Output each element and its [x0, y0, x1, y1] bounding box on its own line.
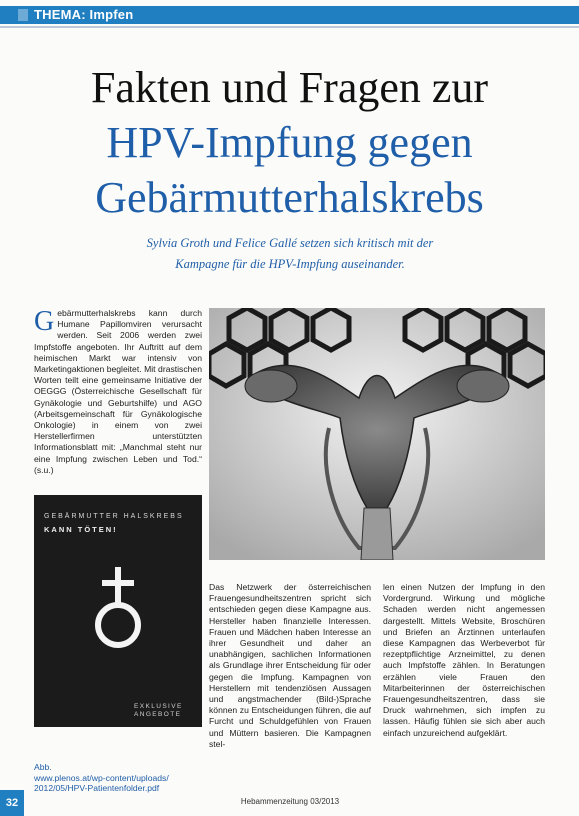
header-rule — [0, 26, 579, 28]
caption-link-line-1[interactable]: www.plenos.at/wp-content/uploads/ — [34, 772, 169, 783]
publication-footer: Hebammenzeitung 03/2013 — [240, 797, 340, 806]
body-column-2 — [209, 582, 371, 756]
caption-link-line-2[interactable]: 2012/05/HPV-Patientenfolder.pdf — [34, 783, 160, 793]
column-3-text: len einen Nutzen der Impfung in den Vordergrund. Wirkung und mögliche Schaden werden nicht angemessen dargestellt. Mittels Website, Broschüren und Briefen an Ärztinnen unterlaufen diese Kampagnen das Werbeverbot für rezeptpflichtige Arzneimittel, zu denen auch Impfstoffe zählen. In Beratungen erzählen viele Frauen den Mitarbeiterinnen der österreichischen Frauengesundheitszentren, dass sie Druck wahrnehmen, sich impfen zu lassen. Häufig fühlen sie sich aber auch einfach unzureichend aufgeklärt. — [383, 582, 545, 738]
headline-line-3: Gebärmutterhalskrebs — [95, 173, 484, 222]
caption-label: Abb. — [34, 762, 52, 772]
column-1-text: ebärmutterhalskrebs kann durch Humane Papillomviren verursacht werden. Seit 2006 werden zwei Impfstoffe angeboten. Ihr Auftritt auf dem heimischen Markt war intensiv von Marketingaktionen begleitet. Mit drastischen Worten teilt eine gemeinsame Initiative der OEGGG (Österreichische Gesellschaft für Gynäkologie und Geburtshilfe) und AGO (Arbeitsgemeinschaft für Gynäkologische Onkologie) in einem von zwei Herstellerfirmen unterstützten Informationsblatt mit: „Manchmal steht nur eine Impfung zwischen Leben und Tod.“ (s.u.) — [34, 308, 202, 475]
brochure-cover — [34, 495, 202, 727]
article-headline — [20, 60, 559, 225]
subtitle-line-1: Sylvia Groth und Felice Gallé setzen sich kritisch mit der — [146, 236, 434, 250]
uterus-illustration — [209, 308, 545, 560]
illustration-graphic — [209, 308, 545, 560]
brochure-bottom-text: EXKLUSIVE ANGEBOTE — [134, 703, 183, 718]
brochure-title-line-2: KANN TÖTEN! — [44, 525, 118, 534]
body-column-1 — [34, 308, 202, 490]
article-subtitle — [60, 233, 520, 275]
headline-line-2: HPV-Impfung gegen — [106, 118, 473, 167]
venus-symbol-icon — [34, 495, 202, 727]
subtitle-line-2: Kampagne für die HPV-Impfung auseinander. — [175, 257, 405, 271]
header-marker — [18, 9, 28, 21]
page-number: 32 — [0, 790, 24, 816]
column-2-text: Das Netzwerk der österreichischen Frauengesundheitszentren spricht sich entschieden gegen diese Kampagne aus. Hersteller haben finanzielle Interessen. Frauen und Mädchen haben Interesse an ihrer Gesundheit und daher an unabhängigen, sachlichen Informationen als Grundlage ihrer Entscheidung für oder gegen die Impfung. Kampagnen von Herstellern mit tendenziösen Aussagen und angstmachender (Bild-)Sprache können zu Entscheidungen führen, die auf Furcht und Schuldgefühlen von Frauen und Müttern basieren. Die Kampagnen stel- — [209, 582, 371, 749]
section-header-bar — [0, 6, 579, 24]
body-column-3 — [383, 582, 545, 756]
brochure-title-line-1: GEBÄRMUTTER HALSKREBS — [44, 513, 184, 520]
section-label: THEMA: Impfen — [34, 7, 134, 22]
headline-line-1: Fakten und Fragen zur — [90, 63, 489, 112]
figure-caption — [34, 762, 209, 794]
drop-cap: G — [34, 308, 55, 337]
